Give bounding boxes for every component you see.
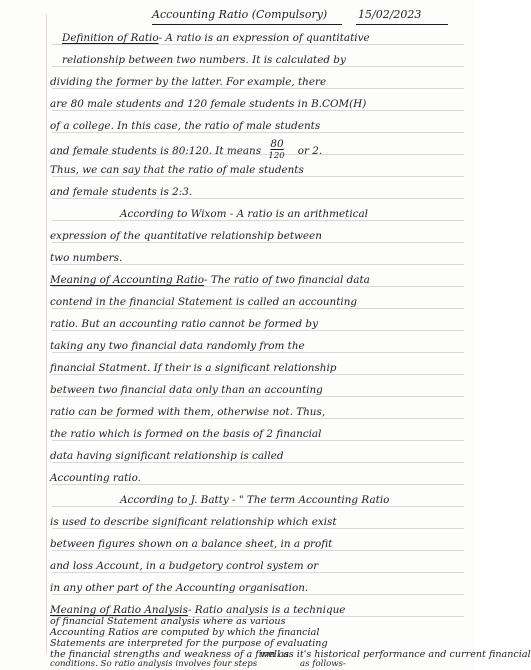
ruled-line [52, 220, 464, 221]
ruled-line [52, 572, 464, 573]
ruled-line [52, 418, 464, 419]
ruled-line [52, 308, 464, 309]
ruled-line [52, 198, 464, 199]
date-underline [356, 24, 448, 25]
ratio-analysis-line-1 [50, 604, 345, 616]
batty-line-1: According to J. Batty - " The term Accounting Ratio [120, 494, 390, 506]
accounting-ratio-line-2: contend in the financial Statement is called an accounting [50, 296, 358, 308]
ratio-analysis-line-4: Statements are interpreted for the purpose of evaluating [50, 638, 328, 649]
ruled-line [52, 528, 464, 529]
margin-line [46, 14, 47, 654]
batty-line-5: in any other part of the Accounting organisation. [50, 582, 309, 594]
accounting-ratio-line-8: the ratio which is formed on the basis of 2 financial [50, 428, 322, 440]
batty-line-3: between figures shown on a balance sheet, in a profit [50, 538, 333, 550]
ruled-line [52, 550, 464, 551]
ruled-line [52, 242, 464, 243]
wixom-line-3: two numbers. [50, 252, 123, 264]
accounting-ratio-line-4: taking any two financial data randomly from the [50, 340, 305, 352]
ratio-analysis-line-5: the financial strengths and weakness of a firm as [50, 649, 290, 660]
batty-line-4: and loss Account, in a budgetory control system or [50, 560, 319, 572]
page-date: 15/02/2023 [358, 8, 422, 21]
ruled-line [52, 44, 464, 45]
definition-line-3: dividing the former by the latter. For example, there [50, 76, 327, 88]
ruled-line [52, 352, 464, 353]
ruled-line [52, 286, 464, 287]
ruled-line [52, 374, 464, 375]
ruled-line [52, 506, 464, 507]
accounting-ratio-line-3: ratio. But an accounting ratio cannot be formed by [50, 318, 318, 330]
fraction-denominator: 120 [268, 151, 285, 161]
accounting-ratio-line-10: Accounting ratio. [50, 472, 141, 484]
definition-line-5: of a college. In this case, the ratio of male students [50, 120, 321, 132]
ratio-analysis-text: - Ratio analysis is a technique [187, 604, 346, 616]
wixom-line-2: expression of the quantitative relationship between [50, 230, 322, 242]
ratio-analysis-heading: Meaning of Ratio Analysis [50, 604, 188, 616]
definition-heading: Definition of Ratio [62, 32, 159, 44]
wixom-line-1: According to Wixom - A ratio is an arithmetical [120, 208, 368, 220]
ruled-line [52, 88, 464, 89]
definition-line-7: Thus, we can say that the ratio of male students [50, 164, 304, 176]
ratio-analysis-line-6: well as it's historical performance and current financial [260, 649, 531, 660]
ruled-line [52, 132, 464, 133]
fraction [268, 138, 294, 161]
definition-line-8: and female students is 2:3. [50, 186, 193, 198]
fraction-tail: or 2. [297, 145, 323, 157]
definition-line-4: are 80 male students and 120 female students in B.COM(H) [50, 98, 367, 110]
ratio-analysis-line-7: conditions. So ratio analysis involves four steps [50, 659, 258, 669]
batty-line-2: is used to describe significant relationship which exist [50, 516, 337, 528]
ruled-line [52, 440, 464, 441]
ruled-line [52, 330, 464, 331]
accounting-ratio-line-7: ratio can be formed with them, otherwise not. Thus, [50, 406, 326, 418]
ruled-line [52, 396, 464, 397]
ruled-line [52, 66, 464, 67]
ruled-line [52, 264, 464, 265]
accounting-ratio-line-9: data having significant relationship is called [50, 450, 284, 462]
ratio-analysis-line-8: as follows- [300, 659, 346, 669]
ratio-analysis-line-3: Accounting Ratios are computed by which the financial [50, 627, 320, 638]
ruled-line [52, 484, 464, 485]
definition-line-1 [62, 32, 370, 44]
ruled-line [52, 110, 464, 111]
accounting-ratio-line-6: between two financial data only than an accounting [50, 384, 323, 396]
accounting-ratio-line-1 [50, 274, 370, 286]
accounting-ratio-heading: Meaning of Accounting Ratio [50, 274, 204, 286]
ruled-line [52, 462, 464, 463]
definition-text: - A ratio is an expression of quantitative [158, 32, 370, 44]
accounting-ratio-text: - The ratio of two financial data [204, 274, 370, 286]
accounting-ratio-line-5: financial Statment. If their is a significant relationship [50, 362, 337, 374]
ruled-line [52, 594, 464, 595]
page-title: Accounting Ratio (Compulsory) [152, 8, 328, 21]
definition-line-6 [50, 138, 323, 161]
ratio-analysis-line-2: of financial Statement analysis where as various [50, 616, 286, 627]
fraction-numerator: 80 [270, 138, 284, 150]
title-underline [152, 24, 342, 25]
definition-line-2: relationship between two numbers. It is calculated by [62, 54, 346, 66]
ruled-line [52, 176, 464, 177]
definition-line-6-text: and female students is 80:120. It means [50, 145, 262, 157]
